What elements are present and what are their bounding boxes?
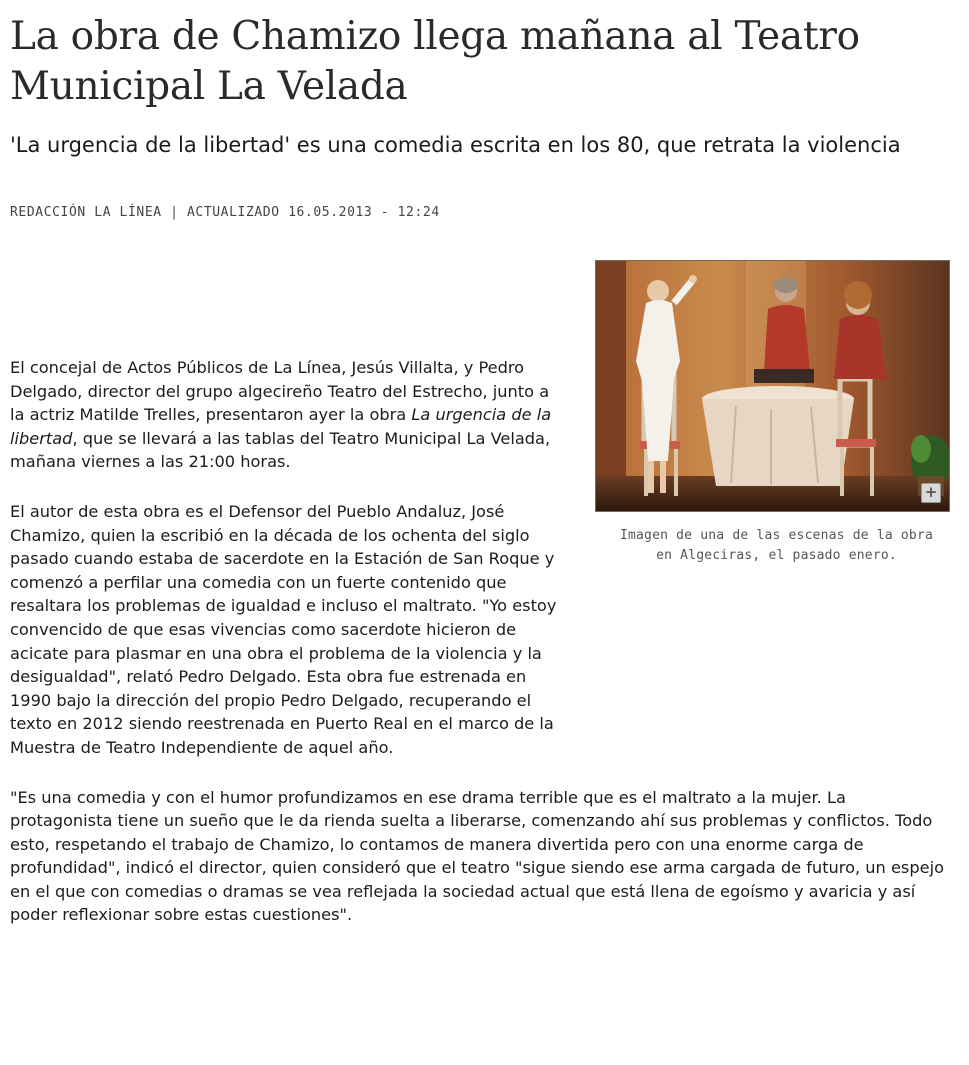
paragraph-2: El autor de esta obra es el Defensor del Pueblo Andaluz, José Chamizo, quien la escribió en la década de los ochenta del siglo pasado cuando estaba de sacerdote en la Estación de San Roque y comenzó a perfilar una comedia con un fuerte contenido que resaltara los problemas de igualdad e incluso el maltrato. "Yo estoy convencido de que esas vivencias como sacerdote hicieron de acicate para plasmar en una obra el problema de la violencia y la desigualdad", relató Pedro Delgado. Esta obra fue estrenada en 1990 bajo la dirección del propio Pedro Delgado, recuperando el texto en 2012 siendo reestrenada en Puerto Real en el marco de la Muestra de Teatro Independiente de aquel año.	[10, 501, 557, 757]
paragraph-3: "Es una comedia y con el humor profundizamos en ese drama terrible que es el maltrato a la mujer. La protagonista tiene un sueño que le da rienda suelta a liberarse, comenzando ahí sus problemas y conflictos. Todo esto, respetando el trabajo de Chamizo, lo contamos de manera divertida pero con una enorme carga de profundidad", indicó el director, quien consideró que el teatro "sigue siendo ese arma cargada de futuro, un espejo en el que con comedias o dramas se vea reflejada la sociedad actual que está llena de egoísmo y avaricia y así poder reflexionar sobre estas cuestiones".	[10, 787, 944, 925]
article-headline: La obra de Chamizo llega mañana al Teatro Municipal La Velada	[10, 14, 860, 109]
article-body	[10, 356, 945, 953]
plus-icon: +	[924, 483, 938, 501]
text-wrap-spacer	[560, 500, 945, 740]
paragraph-1-text-b: , que se llevará a las tablas del Teatro Municipal La Velada, mañana viernes a las 21:00 horas.	[10, 428, 551, 472]
paragraph-1-text-a: El concejal de Actos Públicos de La Línea, Jesús Villalta, y Pedro Delgado, director del grupo algecireño Teatro del Estrecho, junto a la actriz Matilde Trelles, presentaron ayer la obra	[10, 358, 550, 425]
article-byline: REDACCIÓN LA LÍNEA | ACTUALIZADO 16.05.2013 - 12:24	[10, 205, 440, 220]
photo-caption: Imagen de una de las escenas de la obra en Algeciras, el pasado enero.	[619, 528, 934, 563]
paragraph-1	[10, 356, 555, 474]
play-title: La urgencia de la libertad	[10, 405, 552, 448]
article-subtitle: 'La urgencia de la libertad' es una comedia escrita en los 80, que retrata la violencia	[10, 133, 901, 157]
